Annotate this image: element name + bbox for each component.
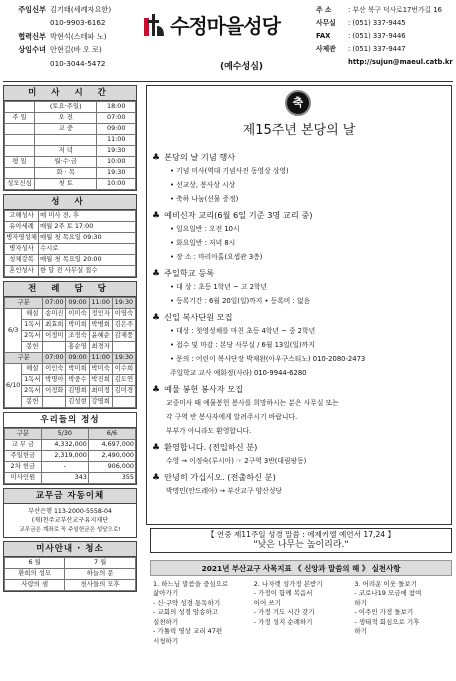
goal-line: - 이주민 가정 돌보기: [354, 608, 414, 617]
duty-head: 11:00: [89, 353, 112, 364]
off-head: 5/30: [41, 429, 88, 440]
addr-key: 사제관: [316, 44, 336, 53]
duty-head: 19:30: [112, 353, 135, 364]
staff-key: 주임신부: [18, 4, 46, 14]
sac-cell: 성체강복: [5, 255, 39, 266]
goal-line: 3. 어려운 이웃 돌보기: [354, 580, 417, 588]
guide-cell: 천사들의 모후: [65, 579, 136, 590]
duty-date: 6/3: [5, 309, 22, 353]
off-cell: 교 무 금: [5, 440, 42, 451]
duty-cell: 이영숙: [112, 309, 135, 320]
off-cell: 2,319,000: [41, 451, 88, 462]
goal-line: 시청하기: [153, 636, 179, 645]
addr-key: 주 소: [316, 5, 332, 14]
off-cell: 주일헌금: [5, 451, 42, 462]
celebrate-badge: 축: [285, 90, 311, 116]
guide-header: 미사안내 · 청소: [4, 542, 136, 557]
duty-role: 2독서: [22, 331, 43, 342]
website-link[interactable]: http://sujun@maeul.catb.kr: [348, 57, 453, 66]
staff-list: [6, 3, 136, 71]
duty-cell: [112, 342, 135, 353]
sac-cell: 매월 2주 토 17:00: [39, 222, 136, 233]
club-icon: ♣: [152, 472, 161, 483]
duty-head: 11:00: [89, 298, 112, 309]
club-icon: ♣: [152, 384, 161, 395]
duty-cell: 이정미: [43, 331, 66, 342]
off-cell: 355: [88, 473, 135, 484]
notice-line: • 대상 : 첫영성체를 마친 초등 4학년 ~ 중 2학년: [170, 327, 316, 336]
duty-cell: 강명희: [89, 397, 112, 408]
offering-table: [4, 428, 136, 484]
duty-cell: 홍순영: [66, 342, 89, 353]
autopay-line: (재)천주교부산교구유지재단: [31, 517, 109, 525]
mass-cell: 교 중: [35, 124, 97, 135]
off-cell: 906,000: [88, 462, 135, 473]
guide-head: 6 월: [5, 557, 65, 568]
duty-cell: 이정화: [43, 386, 66, 397]
mass-cell: 07:00: [97, 113, 136, 124]
club-icon: ♣: [152, 268, 161, 279]
goal-line: 하기: [354, 627, 367, 636]
guide-table: [4, 557, 136, 591]
notice-heading: 신입 복사단원 모집: [164, 312, 233, 323]
notice-line: • 등록기간 : 6월 20일(일)까지 • 등록비 : 없음: [170, 297, 311, 306]
church-logo-icon: [140, 12, 168, 40]
off-cell: -: [41, 462, 88, 473]
duty-cell: 정인자: [89, 309, 112, 320]
off-cell: 2,490,000: [88, 451, 135, 462]
parish-logo: [140, 6, 310, 46]
duty-role: 해설: [22, 309, 43, 320]
mass-times: [3, 85, 137, 191]
notice-line: 교중미사 때 예물봉헌 봉사를 희망하시는 분은 사무실 또는: [166, 399, 339, 408]
notice-line: 박명민(안드레아) → 부산교구 양산성당: [166, 487, 282, 496]
notice-list: [152, 149, 452, 499]
mass-cell: 19:30: [97, 168, 136, 179]
sac-cell: 병자영성체: [5, 233, 39, 244]
mass-cell: 평 일: [5, 157, 35, 168]
addr-val: : 부산 북구 덕사로17번가길 16: [348, 5, 442, 14]
mass-table: [4, 101, 136, 190]
mass-cell: [5, 102, 35, 113]
notice-line: • 기념 미사(역대 기념사진 동영상 상영): [170, 167, 289, 176]
goal-line: - 교회의 성경 암송하고: [153, 608, 219, 617]
addr-key: 사무실: [316, 18, 336, 27]
club-icon: ♣: [152, 210, 161, 221]
off-head: 구분: [5, 429, 42, 440]
duty-cell: 박미숙: [89, 364, 112, 375]
duty-cell: 이인숙: [43, 364, 66, 375]
page-title: 제15주년 본당의 날: [242, 123, 356, 138]
notice-line: • 화요일반 : 저녁 8시: [170, 239, 236, 248]
mass-cell: 주 일: [5, 113, 35, 124]
goal-line: - 가정 기도 시간 갖기: [253, 608, 315, 617]
mass-guide: [3, 541, 137, 592]
pastoral-goal-title: 2021년 부산교구 사목지표 《 신앙과 말씀의 해 》 실천사항: [150, 560, 452, 576]
duty-date: 6/10: [5, 364, 22, 408]
sac-cell: 매월 첫 목요일 09:30: [39, 233, 136, 244]
addr-val: : (051) 337-9445: [348, 18, 406, 27]
duty-role: 봉헌: [22, 342, 43, 353]
sac-cell: 혼인성사: [5, 266, 39, 277]
duty-cell: 최경자: [89, 342, 112, 353]
notice-line: • 일요일반 : 오전 10시: [170, 225, 240, 234]
parish-name: 수정마을성당: [170, 13, 280, 38]
duty-cell: 김은주: [112, 320, 135, 331]
mass-cell: 09:00: [97, 124, 136, 135]
duty-header: 전 례 담 당: [4, 282, 136, 297]
notice-heading: 예물 봉헌 봉사자 모집: [164, 384, 244, 395]
duty-head: 07:00: [43, 353, 66, 364]
duty-cell: 박중수: [66, 375, 89, 386]
addr-val: : (051) 337-9447: [348, 44, 406, 53]
autopay-line: 교무금은 계좌로 꼭 주일헌금은 성당으로!: [19, 526, 121, 533]
duty-cell: 윤혜순: [89, 331, 112, 342]
mass-cell: 19:30: [97, 146, 136, 157]
notice-line: • 접수 및 마감 : 본당 사무실 / 6월 13일(일)까지: [170, 341, 315, 350]
off-cell: 4,332,000: [41, 440, 88, 451]
goal-line: 2. 나자렛 성가정 본받기: [253, 580, 323, 588]
club-icon: ♣: [152, 312, 161, 323]
autopay-header: 교무금 자동이체: [4, 489, 136, 504]
mass-cell: 10:00: [97, 157, 136, 168]
duty-cell: [43, 342, 66, 353]
notice-line: • 문의 : 어린이 복사단장 박재완(아우구스티노) 010-2080-2473: [170, 355, 366, 364]
guide-cell: 하늘의 문: [65, 568, 136, 579]
duty-role: 1독서: [22, 375, 43, 386]
off-cell: 343: [41, 473, 88, 484]
mass-cell: 첫 토: [35, 179, 97, 190]
staff-val: 010-9903-6162: [50, 18, 106, 28]
club-icon: ♣: [152, 152, 161, 163]
duty-role: 1독서: [22, 320, 43, 331]
off-cell: 2차 헌금: [5, 462, 42, 473]
duty-cell: 최미정: [89, 386, 112, 397]
duty-cell: [112, 397, 135, 408]
duty-role: 해설: [22, 364, 43, 375]
duty-head: 07:00: [43, 298, 66, 309]
mass-cell: [5, 168, 35, 179]
mass-cell: [5, 124, 35, 135]
sacrament-header: 성 사: [4, 195, 136, 210]
staff-key: 상임수녀: [18, 45, 46, 55]
staff-key: 협력신부: [18, 31, 46, 41]
duty-cell: 박병희: [89, 320, 112, 331]
guide-cell: 사랑의 샘: [5, 579, 65, 590]
mass-cell: 오 전: [35, 113, 97, 124]
offering-header: 우리들의 정성: [4, 413, 136, 428]
duty-head: 구분: [5, 298, 43, 309]
sac-cell: 유아세례: [5, 222, 39, 233]
goal-line: 실천하기: [153, 617, 179, 626]
sacraments: [3, 194, 137, 278]
mass-cell: [5, 146, 35, 157]
notice-heading: 본당의 날 기념 행사: [164, 152, 236, 163]
notice-line: • 대 상 : 초등 1학년 ~ 고 2학년: [170, 283, 268, 292]
verse-ref: 【 연중 제11주일 성경 말씀 : 에제키엘 예언서 17,24 】: [206, 530, 396, 539]
left-column: [3, 85, 137, 595]
sac-cell: 한 달 전 사무실 접수: [39, 266, 136, 277]
sac-cell: 고해성사: [5, 211, 39, 222]
goal-column: [251, 578, 352, 648]
verse-text: "낮은 나무는 높이리라.": [253, 539, 349, 550]
notice-heading: 안녕히 가십시오. (전출하신 분): [164, 472, 276, 483]
duty-cell: 박명아: [43, 375, 66, 386]
mass-cell: 10:00: [97, 179, 136, 190]
notice-line: • 축하 나눔(선물 증정): [170, 195, 239, 204]
header-divider: [3, 81, 453, 82]
notice-heading: 주일학교 등록: [164, 268, 215, 279]
goal-line: - 가정이 함께 복음서: [253, 589, 313, 598]
goal-line: 1. 하느님 말씀을 중심으로: [153, 580, 229, 588]
duty-cell: 김도연: [112, 375, 135, 386]
sac-cell: 매월 첫 목요일 20:00: [39, 255, 136, 266]
autopay-line: 부산은행 113-2000-5558-04: [28, 508, 112, 515]
duty-cell: 최효희: [43, 320, 66, 331]
goal-line: - 생태적 회심으로 기후: [354, 617, 420, 626]
duty-cell: 조정숙: [66, 331, 89, 342]
sac-cell: 병자성사: [5, 244, 39, 255]
staff-val: 안현길(바 오 로): [50, 45, 102, 55]
duty-head: 09:00: [66, 353, 89, 364]
addr-val: : (051) 337-9446: [348, 31, 406, 40]
guide-head: 7 월: [65, 557, 136, 568]
goal-line: - 코로나19 모금에 참여: [354, 589, 422, 598]
goal-line: 이어 쓰기: [253, 598, 281, 607]
staff-val: 010-3044-5472: [50, 58, 106, 68]
mass-cell: 화 · 목: [35, 168, 97, 179]
duty-table: [4, 297, 136, 408]
mass-cell: [35, 135, 97, 146]
offerings: [3, 412, 137, 485]
notice-line: 부부가 아니라도 환영합니다.: [166, 427, 252, 436]
mass-cell: [5, 135, 35, 146]
notice-heading: 예비신자 교리(6월 6일 기준 3명 교리 중): [164, 210, 313, 221]
duty-cell: 김미경: [112, 386, 135, 397]
notice-line: 각 구역 반 봉사자에게 알려주시기 바랍니다.: [166, 413, 298, 422]
club-icon: ♣: [152, 442, 161, 453]
mass-cell: 11:00: [97, 135, 136, 146]
notice-line: • 선교상, 봉사상 시상: [170, 181, 236, 190]
mass-cell: 월·수·금: [35, 157, 97, 168]
duty-cell: 이수희: [112, 364, 135, 375]
off-head: 6/6: [88, 429, 135, 440]
off-cell: 4,697,000: [88, 440, 135, 451]
duty-role: 2독서: [22, 386, 43, 397]
goal-line: 삶아가기: [153, 589, 179, 598]
pastoral-goal-columns: [150, 578, 452, 648]
duty-cell: 박진희: [89, 375, 112, 386]
parish-subtitle: (예수성심): [220, 62, 264, 72]
duty-head: 09:00: [66, 298, 89, 309]
mass-cell: (토요·주일): [35, 102, 97, 113]
mass-cell: 저 녁: [35, 146, 97, 157]
mass-cell: 성모신심: [5, 179, 35, 190]
duty-role: 봉헌: [22, 397, 43, 408]
mass-header: 미 사 시 간: [4, 86, 136, 101]
guide-cell: 환희의 성모: [5, 568, 65, 579]
duty-cell: 김성현: [66, 397, 89, 408]
duty-cell: 김명희: [66, 386, 89, 397]
liturgy-duty: [3, 281, 137, 409]
duty-cell: 박미희: [66, 320, 89, 331]
sacrament-table: [4, 210, 136, 277]
duty-head: 구분: [5, 353, 43, 364]
contact-block: [316, 4, 454, 69]
goal-line: 하기: [354, 598, 367, 607]
duty-cell: 박미희: [66, 364, 89, 375]
duty-cell: 송미진: [43, 309, 66, 320]
goal-line: - 가톨릭 영상 교리 47편: [153, 627, 223, 636]
goal-column: [150, 578, 251, 648]
sac-cell: 수시로: [39, 244, 136, 255]
duty-head: 19:30: [112, 298, 135, 309]
staff-val: 박현석(스테파 노): [50, 31, 107, 41]
notice-line: • 장 소 : 마리아홀(요셉관 3층): [170, 253, 263, 262]
duty-cell: 감재풍: [112, 331, 135, 342]
goal-column: [351, 578, 452, 648]
off-cell: 미사인원: [5, 473, 42, 484]
mass-cell: 18:00: [97, 102, 136, 113]
duty-cell: [43, 397, 66, 408]
verse-box: [150, 528, 452, 553]
notice-heading: 환영합니다. (전입하신 분): [164, 442, 258, 453]
addr-key: FAX: [316, 31, 331, 40]
autopay: [3, 488, 137, 538]
duty-cell: 이미숙: [66, 309, 89, 320]
staff-val: 김기태(세례자요한): [50, 4, 112, 14]
goal-line: - 가정 성지 순례하기: [253, 617, 313, 626]
goal-line: - 신·구약 성경 통독하기: [153, 598, 221, 607]
notice-line: 수영 → 이정숙(루시아) ☞ 2구역 3반(대림팡동): [166, 457, 307, 466]
notice-line: 주일학교 교사 예화정(사라) 010-9944-6280: [170, 369, 307, 378]
sac-cell: 매 미사 전, 후: [39, 211, 136, 222]
